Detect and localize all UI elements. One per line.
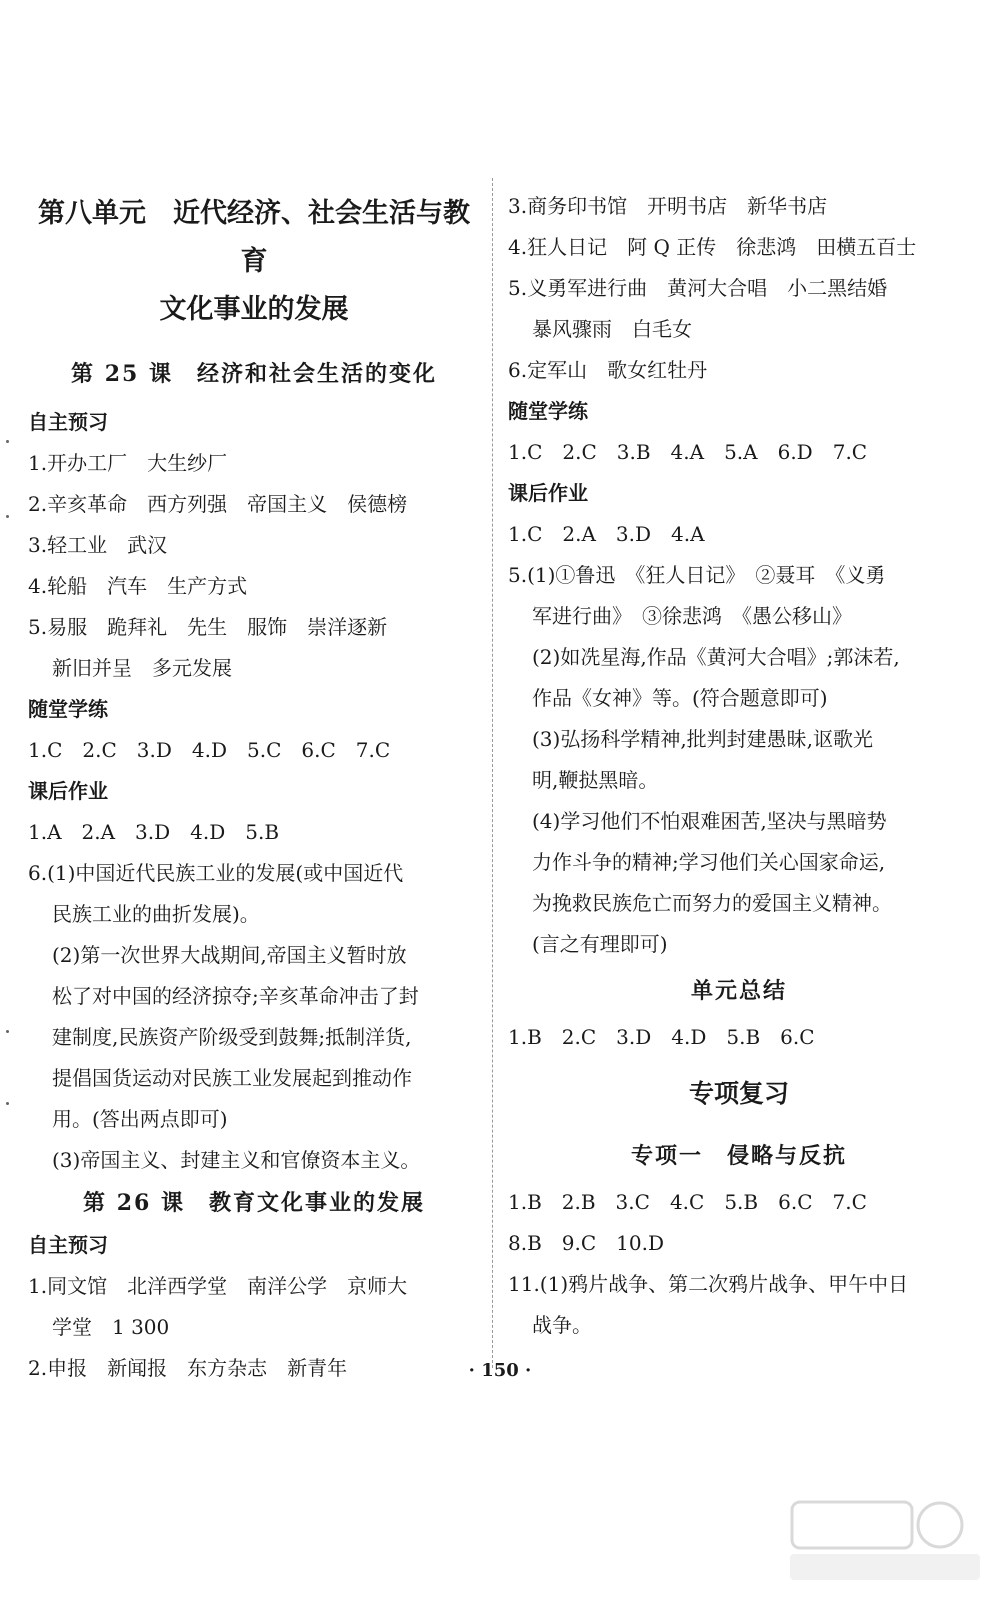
lesson26-homework-line: (3)弘扬科学精神,批判封建愚昧,讴歌光 [532,727,874,751]
lesson26-homework-label: 课后作业 [508,481,588,505]
lesson25-homework-line: 民族工业的曲折发展)。 [52,902,260,926]
lesson26-homework-line: 明,鞭挞黑暗。 [532,768,659,792]
lesson26-homework-line: (4)学习他们不怕艰难困苦,坚决与黑暗势 [532,809,887,833]
lesson26-preview-item: 4.狂人日记 阿 Q 正传 徐悲鸿 田横五百士 [508,235,917,259]
lesson26-homework-line: 5.(1)①鲁迅 《狂人日记》 ②聂耳 《义勇 [508,563,886,587]
lesson26-preview-item: 1.同文馆 北洋西学堂 南洋公学 京师大 [28,1274,408,1298]
unit-title [28,190,480,334]
lesson25-homework-line: 提倡国货运动对民族工业发展起到推动作 [52,1066,412,1090]
lesson25-homework-line: 松了对中国的经济掠夺;辛亥革命冲击了封 [52,984,419,1008]
lesson25-homework-line: 用。(答出两点即可) [52,1107,228,1131]
margin-mark [6,515,9,518]
unit-title-line2: 文化事业的发展 [159,294,349,325]
lesson26-homework-line: 1.C 2.A 3.D 4.A [508,522,705,546]
lesson25-preview-item: 1.开办工厂 大生纱厂 [28,451,228,475]
lesson26-homework-line: 为挽救民族危亡而努力的爱国主义精神。 [532,891,892,915]
lesson25-preview-item: 新旧并呈 多元发展 [52,656,232,680]
lesson26-classwork-answers: 1.C 2.C 3.B 4.A 5.A 6.D 7.C [508,440,868,464]
lesson26-preview-item: 2.申报 新闻报 东方杂志 新青年 [28,1356,348,1380]
review-answers: 8.B 9.C 10.D [508,1231,665,1255]
lesson26-homework-line: (言之有理即可) [532,932,668,956]
review-title: 专项复习 [688,1079,789,1108]
review-topic1-title: 专项一 侵略与反抗 [630,1143,847,1169]
unit-summary-answers: 1.B 2.C 3.D 4.D 5.B 6.C [508,1025,815,1049]
lesson26-preview-label: 自主预习 [28,1233,108,1257]
page-number: · 150 · [468,1360,532,1381]
lesson25-homework-line: 6.(1)中国近代民族工业的发展(或中国近代 [28,861,404,885]
lesson25-classwork-answers: 1.C 2.C 3.D 4.D 5.C 6.C 7.C [28,738,391,762]
lesson26-preview-item: 学堂 1 300 [52,1315,170,1339]
column-divider [492,178,493,1368]
review-q11: 11.(1)鸦片战争、第二次鸦片战争、甲午中日 [508,1272,909,1296]
margin-mark [6,440,9,443]
lesson26-preview-item: 6.定军山 歌女红牡丹 [508,358,708,382]
lesson25-homework-line: (2)第一次世界大战期间,帝国主义暂时放 [52,943,407,967]
margin-mark [6,1102,9,1105]
unit-title-line1: 第八单元 近代经济、社会生活与教育 [38,198,470,277]
lesson26-homework-line: 力作斗争的精神;学习他们关心国家命运, [532,850,886,874]
lesson25-preview-item: 5.易服 跪拜礼 先生 服饰 崇洋逐新 [28,615,388,639]
unit-summary-title: 单元总结 [690,978,787,1004]
lesson25-classwork-label: 随堂学练 [28,697,108,721]
watermark-logo [790,1500,980,1582]
lesson26-preview-item: 3.商务印书馆 开明书店 新华书店 [508,194,828,218]
lesson25-preview-item: 2.辛亥革命 西方列强 帝国主义 侯德榜 [28,492,408,516]
lesson26-preview-item: 5.义勇军进行曲 黄河大合唱 小二黑结婚 [508,276,888,300]
review-answers: 1.B 2.B 3.C 4.C 5.B 6.C 7.C [508,1190,867,1214]
lesson26-homework-line: 作品《女神》等。(符合题意即可) [532,686,828,710]
review-q11: 战争。 [532,1313,592,1337]
lesson25-homework-label: 课后作业 [28,779,108,803]
lesson26-preview-item: 暴风骤雨 白毛女 [532,317,692,341]
right-column [508,186,970,1346]
lesson25-homework-line: (3)帝国主义、封建主义和官僚资本主义。 [52,1148,421,1172]
lesson26-title: 第 26 课 教育文化事业的发展 [83,1190,425,1216]
lesson26-homework-line: 军进行曲》 ③徐悲鸿 《愚公移山》 [532,604,852,628]
lesson26-classwork-label: 随堂学练 [508,399,588,423]
lesson25-homework-line: 1.A 2.A 3.D 4.D 5.B [28,820,280,844]
lesson25-preview-item: 3.轻工业 武汉 [28,533,168,557]
lesson25-title: 第 25 课 经济和社会生活的变化 [71,361,437,387]
lesson25-preview-label: 自主预习 [28,410,108,434]
lesson25-homework-line: 建制度,民族资产阶级受到鼓舞;抵制洋货, [52,1025,412,1049]
lesson26-homework-line: (2)如冼星海,作品《黄河大合唱》;郭沫若, [532,645,900,669]
left-column [28,178,480,1389]
margin-mark [6,1030,9,1033]
lesson25-preview-item: 4.轮船 汽车 生产方式 [28,574,248,598]
